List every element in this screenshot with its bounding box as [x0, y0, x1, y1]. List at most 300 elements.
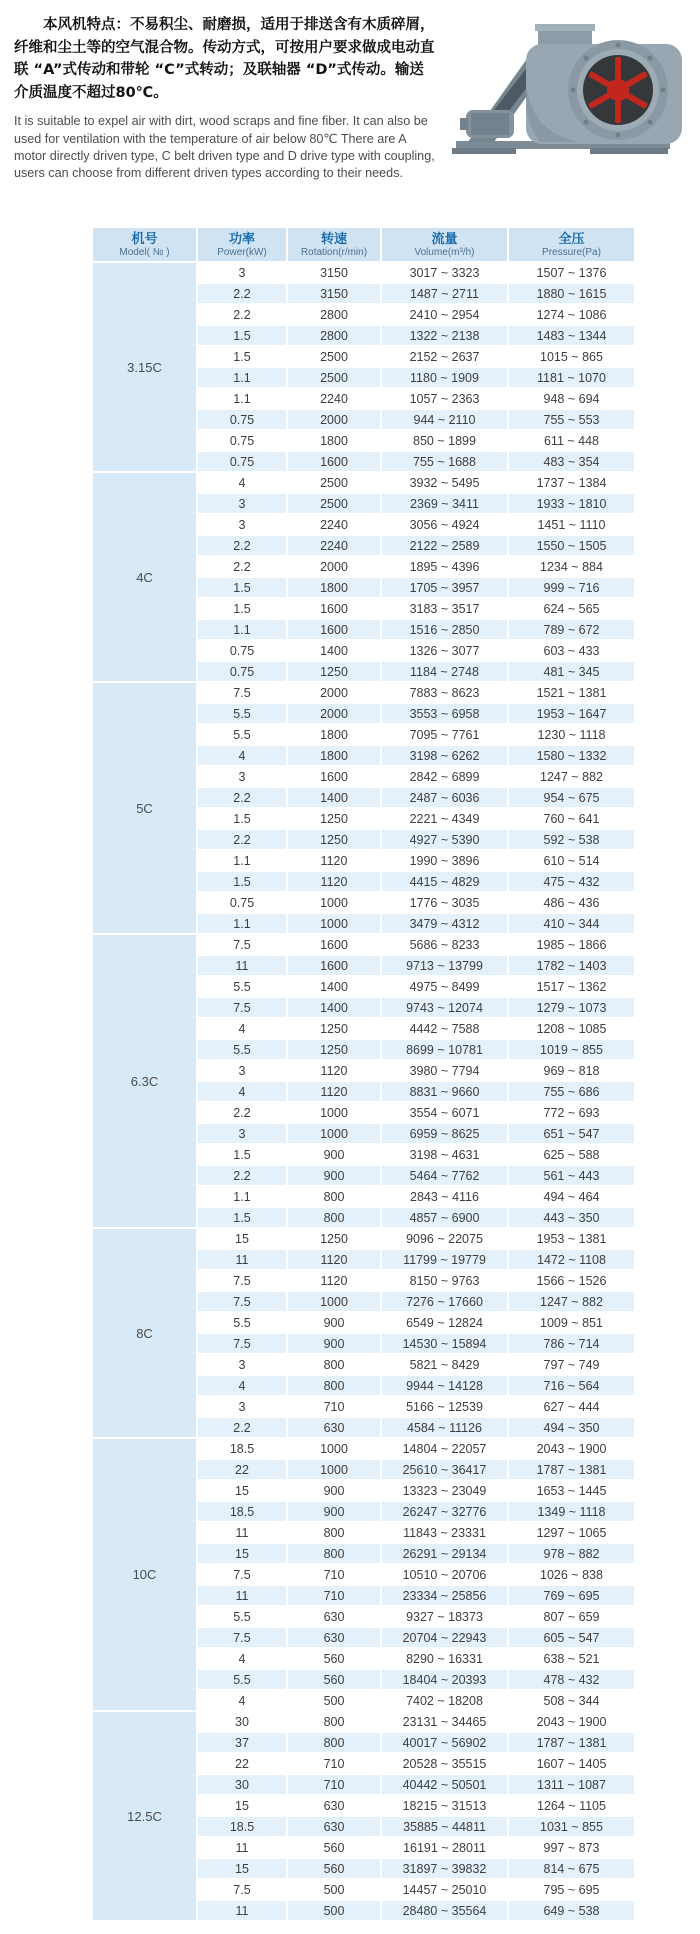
pressure-cell: 1026 ~ 838	[509, 1565, 634, 1584]
rotation-cell: 1400	[288, 977, 380, 996]
power-cell: 1.1	[198, 851, 286, 870]
col-header-pressure-zh: 全压	[558, 230, 585, 246]
col-header-power-en: Power(kW)	[217, 247, 267, 259]
volume-cell: 1057 ~ 2363	[382, 389, 507, 408]
power-cell: 4	[198, 1019, 286, 1038]
power-cell: 1.1	[198, 1187, 286, 1206]
rotation-cell: 1000	[288, 1460, 380, 1479]
col-header-power	[198, 228, 286, 261]
rotation-cell: 1400	[288, 641, 380, 660]
power-cell: 18.5	[198, 1439, 286, 1458]
power-cell: 4	[198, 1082, 286, 1101]
power-cell: 15	[198, 1229, 286, 1248]
power-cell: 11	[198, 1838, 286, 1857]
rotation-cell: 2800	[288, 305, 380, 324]
volume-cell: 2843 ~ 4116	[382, 1187, 507, 1206]
rotation-cell: 630	[288, 1607, 380, 1626]
power-cell: 1.5	[198, 872, 286, 891]
centrifugal-fan-image	[440, 24, 688, 158]
rotation-cell: 710	[288, 1586, 380, 1605]
pressure-cell: 1181 ~ 1070	[509, 368, 634, 387]
volume-cell: 7883 ~ 8623	[382, 683, 507, 702]
volume-cell: 9713 ~ 13799	[382, 956, 507, 975]
rotation-cell: 1250	[288, 1040, 380, 1059]
pressure-cell: 1274 ~ 1086	[509, 305, 634, 324]
rotation-cell: 1600	[288, 599, 380, 618]
pressure-cell: 807 ~ 659	[509, 1607, 634, 1626]
pressure-cell: 624 ~ 565	[509, 599, 634, 618]
rotation-cell: 710	[288, 1397, 380, 1416]
rotation-cell: 800	[288, 1355, 380, 1374]
volume-cell: 2152 ~ 2637	[382, 347, 507, 366]
volume-cell: 23334 ~ 25856	[382, 1586, 507, 1605]
rotation-cell: 900	[288, 1145, 380, 1164]
pressure-cell: 1311 ~ 1087	[509, 1775, 634, 1794]
power-cell: 7.5	[198, 1628, 286, 1647]
power-cell: 37	[198, 1733, 286, 1752]
pressure-cell: 1031 ~ 855	[509, 1817, 634, 1836]
model-cell: 10C	[93, 1439, 196, 1710]
volume-cell: 25610 ~ 36417	[382, 1460, 507, 1479]
rotation-cell: 1000	[288, 1292, 380, 1311]
table-row	[93, 473, 634, 492]
power-cell: 7.5	[198, 1334, 286, 1353]
pressure-cell: 1264 ~ 1105	[509, 1796, 634, 1815]
model-cell: 6.3C	[93, 935, 196, 1227]
volume-cell: 4927 ~ 5390	[382, 830, 507, 849]
col-header-pressure-en: Pressure(Pa)	[542, 247, 601, 259]
rotation-cell: 500	[288, 1901, 380, 1920]
rotation-cell: 2000	[288, 683, 380, 702]
rotation-cell: 1600	[288, 620, 380, 639]
pressure-cell: 1297 ~ 1065	[509, 1523, 634, 1542]
power-cell: 3	[198, 263, 286, 282]
rotation-cell: 1250	[288, 830, 380, 849]
volume-cell: 5686 ~ 8233	[382, 935, 507, 954]
volume-cell: 11843 ~ 23331	[382, 1523, 507, 1542]
volume-cell: 5166 ~ 12539	[382, 1397, 507, 1416]
rotation-cell: 900	[288, 1334, 380, 1353]
power-cell: 2.2	[198, 557, 286, 576]
power-cell: 11	[198, 956, 286, 975]
power-cell: 1.1	[198, 389, 286, 408]
power-cell: 7.5	[198, 1880, 286, 1899]
power-cell: 4	[198, 1376, 286, 1395]
power-cell: 4	[198, 746, 286, 765]
volume-cell: 3056 ~ 4924	[382, 515, 507, 534]
volume-cell: 2487 ~ 6036	[382, 788, 507, 807]
power-cell: 22	[198, 1754, 286, 1773]
volume-cell: 6959 ~ 8625	[382, 1124, 507, 1143]
rotation-cell: 2240	[288, 389, 380, 408]
volume-cell: 1516 ~ 2850	[382, 620, 507, 639]
rotation-cell: 1800	[288, 725, 380, 744]
volume-cell: 1895 ~ 4396	[382, 557, 507, 576]
pressure-cell: 651 ~ 547	[509, 1124, 634, 1143]
power-cell: 3	[198, 1355, 286, 1374]
rotation-cell: 1000	[288, 1103, 380, 1122]
power-cell: 5.5	[198, 1040, 286, 1059]
power-cell: 0.75	[198, 893, 286, 912]
pressure-cell: 1580 ~ 1332	[509, 746, 634, 765]
power-cell: 3	[198, 1061, 286, 1080]
rotation-cell: 1000	[288, 914, 380, 933]
power-cell: 2.2	[198, 305, 286, 324]
rotation-cell: 800	[288, 1208, 380, 1227]
power-cell: 30	[198, 1712, 286, 1731]
volume-cell: 4857 ~ 6900	[382, 1208, 507, 1227]
rotation-cell: 800	[288, 1187, 380, 1206]
power-cell: 2.2	[198, 788, 286, 807]
power-cell: 0.75	[198, 641, 286, 660]
volume-cell: 3554 ~ 6071	[382, 1103, 507, 1122]
power-cell: 2.2	[198, 1103, 286, 1122]
power-cell: 15	[198, 1481, 286, 1500]
rotation-cell: 630	[288, 1817, 380, 1836]
volume-cell: 14457 ~ 25010	[382, 1880, 507, 1899]
pressure-cell: 795 ~ 695	[509, 1880, 634, 1899]
table-row	[93, 263, 634, 282]
pressure-cell: 638 ~ 521	[509, 1649, 634, 1668]
pressure-cell: 1019 ~ 855	[509, 1040, 634, 1059]
rotation-cell: 1600	[288, 767, 380, 786]
power-cell: 1.1	[198, 914, 286, 933]
pressure-cell: 494 ~ 350	[509, 1418, 634, 1437]
pressure-cell: 1507 ~ 1376	[509, 263, 634, 282]
rotation-cell: 1600	[288, 935, 380, 954]
col-header-rotation	[288, 228, 380, 261]
pressure-cell: 1737 ~ 1384	[509, 473, 634, 492]
power-cell: 11	[198, 1586, 286, 1605]
volume-cell: 3183 ~ 3517	[382, 599, 507, 618]
pressure-cell: 625 ~ 588	[509, 1145, 634, 1164]
volume-cell: 3553 ~ 6958	[382, 704, 507, 723]
rotation-cell: 900	[288, 1313, 380, 1332]
volume-cell: 7095 ~ 7761	[382, 725, 507, 744]
pressure-cell: 1015 ~ 865	[509, 347, 634, 366]
pressure-cell: 610 ~ 514	[509, 851, 634, 870]
rotation-cell: 1600	[288, 452, 380, 471]
pressure-cell: 999 ~ 716	[509, 578, 634, 597]
rotation-cell: 2000	[288, 557, 380, 576]
power-cell: 15	[198, 1544, 286, 1563]
rotation-cell: 800	[288, 1523, 380, 1542]
volume-cell: 5821 ~ 8429	[382, 1355, 507, 1374]
power-cell: 7.5	[198, 1271, 286, 1290]
pressure-cell: 1472 ~ 1108	[509, 1250, 634, 1269]
volume-cell: 7276 ~ 17660	[382, 1292, 507, 1311]
power-cell: 1.5	[198, 1208, 286, 1227]
rotation-cell: 1400	[288, 788, 380, 807]
pressure-cell: 494 ~ 464	[509, 1187, 634, 1206]
model-cell: 3.15C	[93, 263, 196, 471]
pressure-cell: 769 ~ 695	[509, 1586, 634, 1605]
power-cell: 1.5	[198, 578, 286, 597]
pressure-cell: 789 ~ 672	[509, 620, 634, 639]
power-cell: 2.2	[198, 1418, 286, 1437]
power-cell: 15	[198, 1796, 286, 1815]
volume-cell: 18215 ~ 31513	[382, 1796, 507, 1815]
power-cell: 5.5	[198, 704, 286, 723]
volume-cell: 2221 ~ 4349	[382, 809, 507, 828]
power-cell: 2.2	[198, 830, 286, 849]
pressure-cell: 755 ~ 553	[509, 410, 634, 429]
rotation-cell: 500	[288, 1880, 380, 1899]
rotation-cell: 2000	[288, 704, 380, 723]
rotation-cell: 1250	[288, 662, 380, 681]
pressure-cell: 508 ~ 344	[509, 1691, 634, 1710]
rotation-cell: 900	[288, 1502, 380, 1521]
volume-cell: 7402 ~ 18208	[382, 1691, 507, 1710]
rotation-cell: 560	[288, 1859, 380, 1878]
pressure-cell: 475 ~ 432	[509, 872, 634, 891]
pressure-cell: 1933 ~ 1810	[509, 494, 634, 513]
pressure-cell: 954 ~ 675	[509, 788, 634, 807]
pressure-cell: 1230 ~ 1118	[509, 725, 634, 744]
volume-cell: 9096 ~ 22075	[382, 1229, 507, 1248]
pressure-cell: 627 ~ 444	[509, 1397, 634, 1416]
pressure-cell: 481 ~ 345	[509, 662, 634, 681]
pressure-cell: 969 ~ 818	[509, 1061, 634, 1080]
pressure-cell: 592 ~ 538	[509, 830, 634, 849]
volume-cell: 26247 ~ 32776	[382, 1502, 507, 1521]
pressure-cell: 786 ~ 714	[509, 1334, 634, 1353]
volume-cell: 20704 ~ 22943	[382, 1628, 507, 1647]
rotation-cell: 1120	[288, 872, 380, 891]
power-cell: 5.5	[198, 1670, 286, 1689]
col-header-power-zh: 功率	[228, 230, 255, 246]
volume-cell: 5464 ~ 7762	[382, 1166, 507, 1185]
volume-cell: 3980 ~ 7794	[382, 1061, 507, 1080]
volume-cell: 8831 ~ 9660	[382, 1082, 507, 1101]
pressure-cell: 1208 ~ 1085	[509, 1019, 634, 1038]
volume-cell: 8150 ~ 9763	[382, 1271, 507, 1290]
rotation-cell: 2500	[288, 368, 380, 387]
pressure-cell: 1247 ~ 882	[509, 1292, 634, 1311]
pressure-cell: 1880 ~ 1615	[509, 284, 634, 303]
volume-cell: 8290 ~ 16331	[382, 1649, 507, 1668]
pressure-cell: 997 ~ 873	[509, 1838, 634, 1857]
rotation-cell: 710	[288, 1754, 380, 1773]
power-cell: 5.5	[198, 977, 286, 996]
rotation-cell: 1600	[288, 956, 380, 975]
pressure-cell: 478 ~ 432	[509, 1670, 634, 1689]
power-cell: 11	[198, 1901, 286, 1920]
power-cell: 5.5	[198, 725, 286, 744]
volume-cell: 4442 ~ 7588	[382, 1019, 507, 1038]
volume-cell: 4584 ~ 11126	[382, 1418, 507, 1437]
volume-cell: 1990 ~ 3896	[382, 851, 507, 870]
power-cell: 1.5	[198, 1145, 286, 1164]
rotation-cell: 1000	[288, 1439, 380, 1458]
pressure-cell: 1550 ~ 1505	[509, 536, 634, 555]
pressure-cell: 797 ~ 749	[509, 1355, 634, 1374]
rotation-cell: 800	[288, 1733, 380, 1752]
power-cell: 1.1	[198, 620, 286, 639]
volume-cell: 9944 ~ 14128	[382, 1376, 507, 1395]
table-row	[93, 1712, 634, 1731]
volume-cell: 1326 ~ 3077	[382, 641, 507, 660]
col-header-model-en: Model( № )	[119, 247, 170, 259]
volume-cell: 4415 ~ 4829	[382, 872, 507, 891]
volume-cell: 1180 ~ 1909	[382, 368, 507, 387]
volume-cell: 944 ~ 2110	[382, 410, 507, 429]
power-cell: 15	[198, 1859, 286, 1878]
pressure-cell: 1782 ~ 1403	[509, 956, 634, 975]
pressure-cell: 443 ~ 350	[509, 1208, 634, 1227]
volume-cell: 1487 ~ 2711	[382, 284, 507, 303]
volume-cell: 10510 ~ 20706	[382, 1565, 507, 1584]
volume-cell: 31897 ~ 39832	[382, 1859, 507, 1878]
rotation-cell: 1120	[288, 851, 380, 870]
pressure-cell: 1953 ~ 1647	[509, 704, 634, 723]
rotation-cell: 500	[288, 1691, 380, 1710]
rotation-cell: 1250	[288, 1019, 380, 1038]
power-cell: 1.5	[198, 599, 286, 618]
volume-cell: 2369 ~ 3411	[382, 494, 507, 513]
power-cell: 3	[198, 515, 286, 534]
rotation-cell: 800	[288, 1712, 380, 1731]
col-header-rotation-zh: 转速	[320, 230, 347, 246]
volume-cell: 40442 ~ 50501	[382, 1775, 507, 1794]
model-cell: 8C	[93, 1229, 196, 1437]
rotation-cell: 800	[288, 1376, 380, 1395]
pressure-cell: 410 ~ 344	[509, 914, 634, 933]
col-header-rotation-en: Rotation(r/min)	[300, 247, 368, 259]
power-cell: 0.75	[198, 431, 286, 450]
rotation-cell: 1250	[288, 809, 380, 828]
pressure-cell: 1234 ~ 884	[509, 557, 634, 576]
pressure-cell: 1566 ~ 1526	[509, 1271, 634, 1290]
rotation-cell: 2500	[288, 494, 380, 513]
power-cell: 0.75	[198, 452, 286, 471]
volume-cell: 1322 ~ 2138	[382, 326, 507, 345]
volume-cell: 35885 ~ 44811	[382, 1817, 507, 1836]
power-cell: 18.5	[198, 1502, 286, 1521]
volume-cell: 3932 ~ 5495	[382, 473, 507, 492]
rotation-cell: 2240	[288, 515, 380, 534]
rotation-cell: 630	[288, 1628, 380, 1647]
power-cell: 2.2	[198, 1166, 286, 1185]
rotation-cell: 1120	[288, 1271, 380, 1290]
spec-table	[91, 226, 636, 1922]
rotation-cell: 2240	[288, 536, 380, 555]
volume-cell: 755 ~ 1688	[382, 452, 507, 471]
volume-cell: 20528 ~ 35515	[382, 1754, 507, 1773]
spec-table-body	[93, 263, 634, 1920]
rotation-cell: 1120	[288, 1250, 380, 1269]
power-cell: 7.5	[198, 935, 286, 954]
power-cell: 7.5	[198, 683, 286, 702]
rotation-cell: 900	[288, 1166, 380, 1185]
rotation-cell: 1800	[288, 578, 380, 597]
volume-cell: 3198 ~ 6262	[382, 746, 507, 765]
power-cell: 0.75	[198, 662, 286, 681]
volume-cell: 2410 ~ 2954	[382, 305, 507, 324]
pressure-cell: 1521 ~ 1381	[509, 683, 634, 702]
spec-table-head	[93, 228, 634, 261]
rotation-cell: 1000	[288, 1124, 380, 1143]
rotation-cell: 800	[288, 1544, 380, 1563]
power-cell: 3	[198, 1397, 286, 1416]
power-cell: 3	[198, 1124, 286, 1143]
volume-cell: 2122 ~ 2589	[382, 536, 507, 555]
power-cell: 1.5	[198, 347, 286, 366]
power-cell: 11	[198, 1523, 286, 1542]
pressure-cell: 483 ~ 354	[509, 452, 634, 471]
rotation-cell: 1120	[288, 1082, 380, 1101]
power-cell: 1.1	[198, 368, 286, 387]
power-cell: 5.5	[198, 1313, 286, 1332]
col-header-volume-zh: 流量	[431, 230, 458, 246]
volume-cell: 4975 ~ 8499	[382, 977, 507, 996]
volume-cell: 40017 ~ 56902	[382, 1733, 507, 1752]
pressure-cell: 1607 ~ 1405	[509, 1754, 634, 1773]
power-cell: 2.2	[198, 536, 286, 555]
rotation-cell: 1800	[288, 431, 380, 450]
volume-cell: 18404 ~ 20393	[382, 1670, 507, 1689]
volume-cell: 1705 ~ 3957	[382, 578, 507, 597]
volume-cell: 14804 ~ 22057	[382, 1439, 507, 1458]
rotation-cell: 3150	[288, 263, 380, 282]
volume-cell: 11799 ~ 19779	[382, 1250, 507, 1269]
rotation-cell: 560	[288, 1649, 380, 1668]
power-cell: 1.5	[198, 809, 286, 828]
rotation-cell: 560	[288, 1670, 380, 1689]
col-header-volume	[382, 228, 507, 261]
volume-cell: 26291 ~ 29134	[382, 1544, 507, 1563]
pressure-cell: 948 ~ 694	[509, 389, 634, 408]
volume-cell: 14530 ~ 15894	[382, 1334, 507, 1353]
rotation-cell: 1400	[288, 998, 380, 1017]
power-cell: 22	[198, 1460, 286, 1479]
rotation-cell: 630	[288, 1418, 380, 1437]
power-cell: 18.5	[198, 1817, 286, 1836]
fan-product-photo	[438, 14, 690, 182]
pressure-cell: 649 ~ 538	[509, 1901, 634, 1920]
power-cell: 4	[198, 1691, 286, 1710]
volume-cell: 9327 ~ 18373	[382, 1607, 507, 1626]
model-cell: 4C	[93, 473, 196, 681]
rotation-cell: 2000	[288, 410, 380, 429]
volume-cell: 1776 ~ 3035	[382, 893, 507, 912]
pressure-cell: 755 ~ 686	[509, 1082, 634, 1101]
rotation-cell: 1000	[288, 893, 380, 912]
col-header-model	[93, 228, 196, 261]
power-cell: 7.5	[198, 998, 286, 1017]
volume-cell: 23131 ~ 34465	[382, 1712, 507, 1731]
pressure-cell: 605 ~ 547	[509, 1628, 634, 1647]
intro-text-block	[14, 14, 438, 182]
model-cell: 12.5C	[93, 1712, 196, 1920]
power-cell: 1.5	[198, 326, 286, 345]
pressure-cell: 1787 ~ 1381	[509, 1733, 634, 1752]
intro-section	[0, 0, 700, 182]
pressure-cell: 1953 ~ 1381	[509, 1229, 634, 1248]
volume-cell: 3479 ~ 4312	[382, 914, 507, 933]
model-cell: 5C	[93, 683, 196, 933]
power-cell: 30	[198, 1775, 286, 1794]
table-row	[93, 935, 634, 954]
rotation-cell: 2500	[288, 473, 380, 492]
pressure-cell: 1653 ~ 1445	[509, 1481, 634, 1500]
volume-cell: 3017 ~ 3323	[382, 263, 507, 282]
volume-cell: 2842 ~ 6899	[382, 767, 507, 786]
power-cell: 5.5	[198, 1607, 286, 1626]
pressure-cell: 1009 ~ 851	[509, 1313, 634, 1332]
rotation-cell: 2800	[288, 326, 380, 345]
power-cell: 7.5	[198, 1565, 286, 1584]
